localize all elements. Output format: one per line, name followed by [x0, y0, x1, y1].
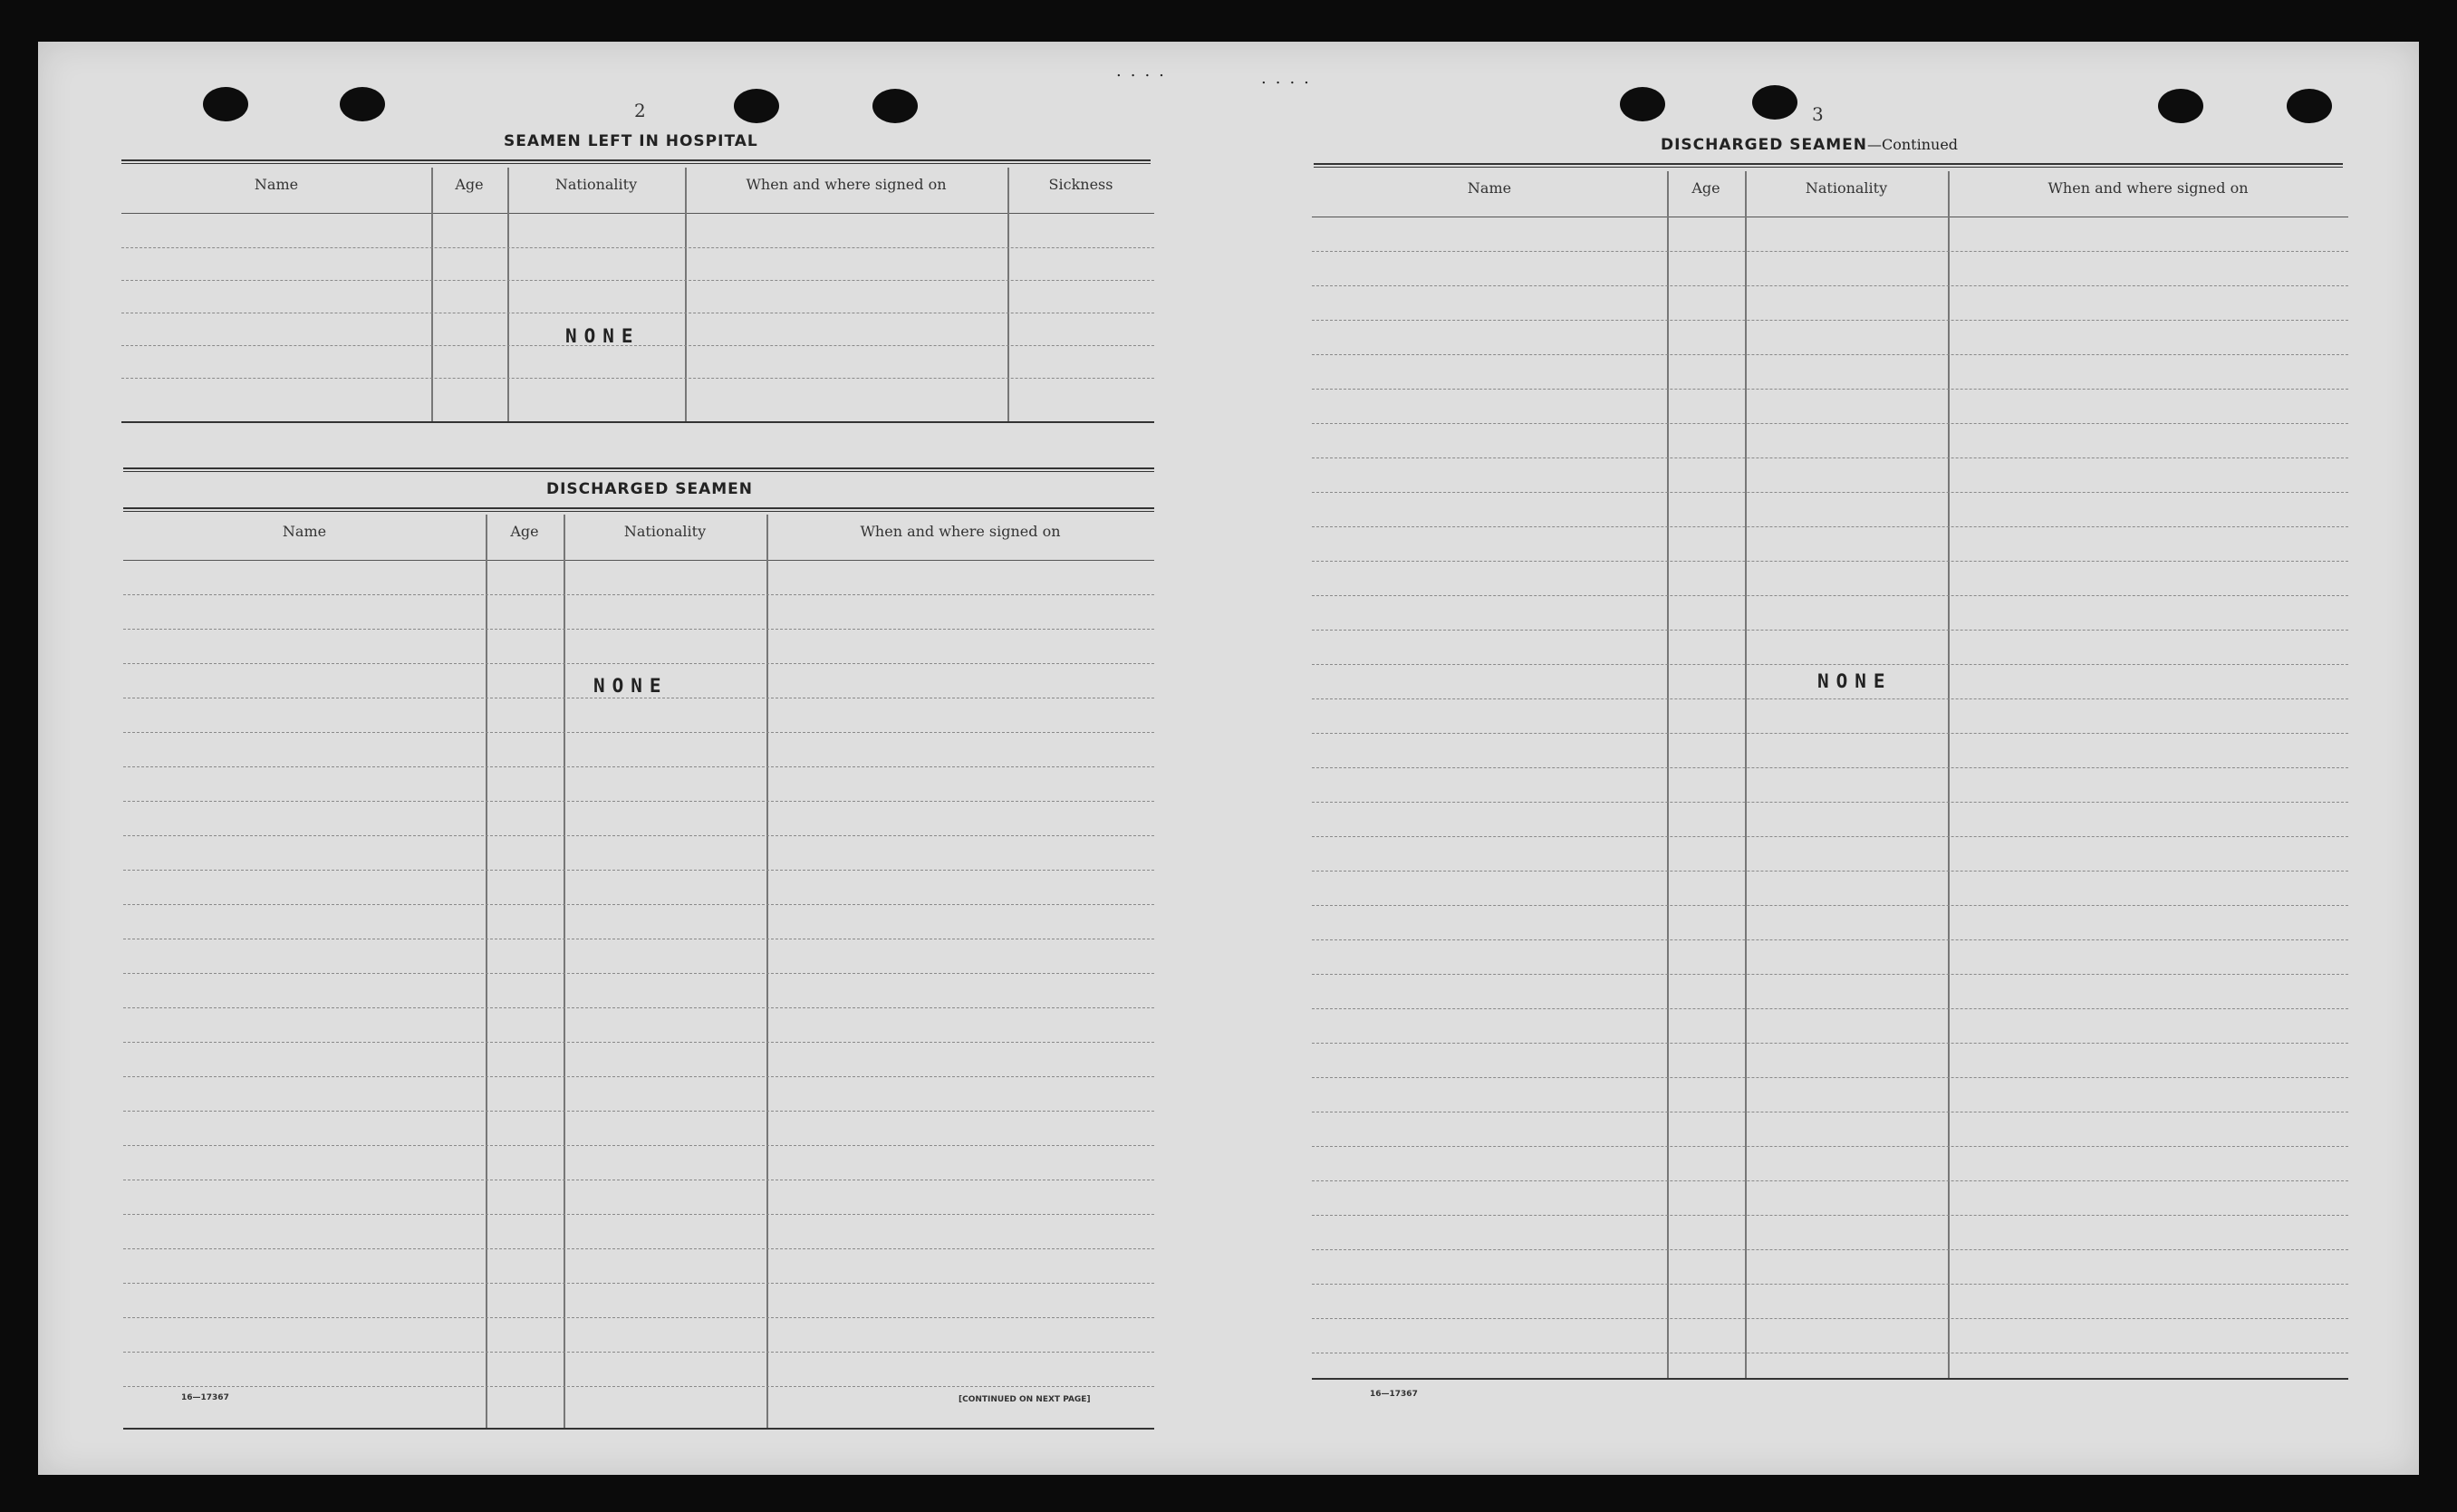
ruled-row [1312, 733, 2348, 734]
ruled-row [1312, 561, 2348, 562]
column-header-name: Name [254, 176, 299, 193]
punch-hole [2287, 89, 2332, 123]
ruled-row [1312, 1180, 2348, 1181]
form-number: 16—17367 [181, 1393, 229, 1402]
page-number: 3 [1812, 103, 1824, 125]
ruled-row [123, 1111, 1154, 1112]
ruled-row [1312, 354, 2348, 355]
column-header-age: Age [455, 176, 484, 193]
title-rule [1314, 163, 2343, 168]
ruled-row [1312, 1043, 2348, 1044]
table-header [123, 515, 1154, 561]
ruled-row [1312, 974, 2348, 975]
ruled-row [1312, 871, 2348, 872]
column-header-age: Age [510, 523, 539, 540]
ruled-row [123, 973, 1154, 974]
table-header [1312, 171, 2348, 217]
ruled-row [1312, 320, 2348, 321]
punch-dots: .... [1116, 62, 1173, 81]
table-bottom-rule [121, 421, 1154, 423]
column-divider [1948, 171, 1950, 1380]
punch-hole [734, 89, 779, 123]
ruled-row [1312, 767, 2348, 768]
continued-note: [CONTINUED ON NEXT PAGE] [959, 1395, 1091, 1404]
title-rule [123, 467, 1154, 472]
ruled-row [123, 1145, 1154, 1146]
column-divider [431, 168, 433, 423]
punch-hole [872, 89, 918, 123]
document-sheet [38, 42, 2419, 1475]
ruled-row [123, 1283, 1154, 1284]
ruled-row [1312, 526, 2348, 527]
punch-hole [340, 87, 385, 121]
ruled-row [1312, 630, 2348, 631]
ruled-row [121, 378, 1154, 379]
column-divider [507, 168, 509, 423]
ruled-row [1312, 1008, 2348, 1009]
ruled-row [123, 1317, 1154, 1318]
ruled-row [1312, 664, 2348, 665]
column-header-age: Age [1691, 179, 1720, 197]
ruled-row [1312, 251, 2348, 252]
ruled-row [123, 663, 1154, 664]
discharged-continued-table [1312, 171, 2348, 1380]
section-title-discharged-continued [1661, 136, 1958, 154]
ruled-row [1312, 457, 2348, 458]
ruled-row [1312, 1077, 2348, 1078]
ruled-row [1312, 285, 2348, 286]
column-divider [1007, 168, 1009, 423]
ruled-row [123, 732, 1154, 733]
ruled-row [123, 766, 1154, 767]
ruled-row [123, 1352, 1154, 1353]
column-header-signed-on: When and where signed on [2048, 179, 2249, 197]
column-header-name: Name [1467, 179, 1512, 197]
ruled-row [1312, 1318, 2348, 1319]
column-divider [1667, 171, 1669, 1380]
table-header [121, 168, 1154, 214]
ruled-row [123, 629, 1154, 630]
ruled-row [1312, 698, 2348, 699]
ruled-row [1312, 939, 2348, 940]
title-main: DISCHARGED SEAMEN [1661, 136, 1867, 154]
discharged-table [123, 515, 1154, 1430]
hospital-table [121, 168, 1154, 423]
ruled-row [123, 801, 1154, 802]
column-header-signed-on: When and where signed on [746, 176, 947, 193]
hospital-none-entry: NONE [565, 325, 641, 347]
ruled-row [123, 835, 1154, 836]
ruled-row [1312, 1146, 2348, 1147]
punch-hole [1620, 87, 1665, 121]
discharged-continued-none-entry: NONE [1817, 670, 1893, 692]
column-header-nationality: Nationality [623, 523, 707, 540]
column-divider [766, 515, 768, 1430]
table-bottom-rule [1312, 1378, 2348, 1380]
ruled-row [1312, 1249, 2348, 1250]
ruled-row [1312, 836, 2348, 837]
ruled-row [123, 1007, 1154, 1008]
discharged-none-entry: NONE [593, 675, 669, 697]
ruled-row [123, 1042, 1154, 1043]
ruled-row [1312, 905, 2348, 906]
punch-hole [1752, 85, 1797, 120]
section-title-hospital: SEAMEN LEFT IN HOSPITAL [504, 132, 758, 150]
section-title-discharged: DISCHARGED SEAMEN [546, 480, 753, 498]
column-divider [1745, 171, 1747, 1380]
ruled-row [121, 247, 1154, 248]
ruled-row [123, 904, 1154, 905]
ruled-row [1312, 423, 2348, 424]
ruled-row [123, 594, 1154, 595]
ruled-row [123, 1214, 1154, 1215]
column-divider [685, 168, 687, 423]
ruled-row [123, 1386, 1154, 1387]
left-page [38, 42, 1228, 1475]
column-header-nationality: Nationality [554, 176, 638, 193]
page-number: 2 [634, 100, 646, 121]
title-rule [123, 507, 1154, 512]
form-number: 16—17367 [1370, 1390, 1418, 1399]
ruled-row [1312, 389, 2348, 390]
ruled-row [1312, 492, 2348, 493]
ruled-row [123, 870, 1154, 871]
column-divider [486, 515, 487, 1430]
punch-hole [2158, 89, 2203, 123]
column-header-name: Name [282, 523, 327, 540]
column-header-sickness: Sickness [1048, 176, 1113, 193]
right-page [1228, 42, 2419, 1475]
column-divider [564, 515, 565, 1430]
ruled-row [121, 280, 1154, 281]
ruled-row [123, 1248, 1154, 1249]
column-header-signed-on: When and where signed on [860, 523, 1061, 540]
ruled-row [123, 1076, 1154, 1077]
ruled-row [1312, 595, 2348, 596]
title-rule [121, 159, 1151, 164]
column-header-nationality: Nationality [1805, 179, 1888, 197]
punch-hole [203, 87, 248, 121]
title-suffix: —Continued [1867, 136, 1959, 153]
ruled-row [1312, 1215, 2348, 1216]
punch-dots: .... [1261, 69, 1318, 88]
ruled-row [1312, 802, 2348, 803]
ruled-row [1312, 1284, 2348, 1285]
table-bottom-rule [123, 1428, 1154, 1430]
